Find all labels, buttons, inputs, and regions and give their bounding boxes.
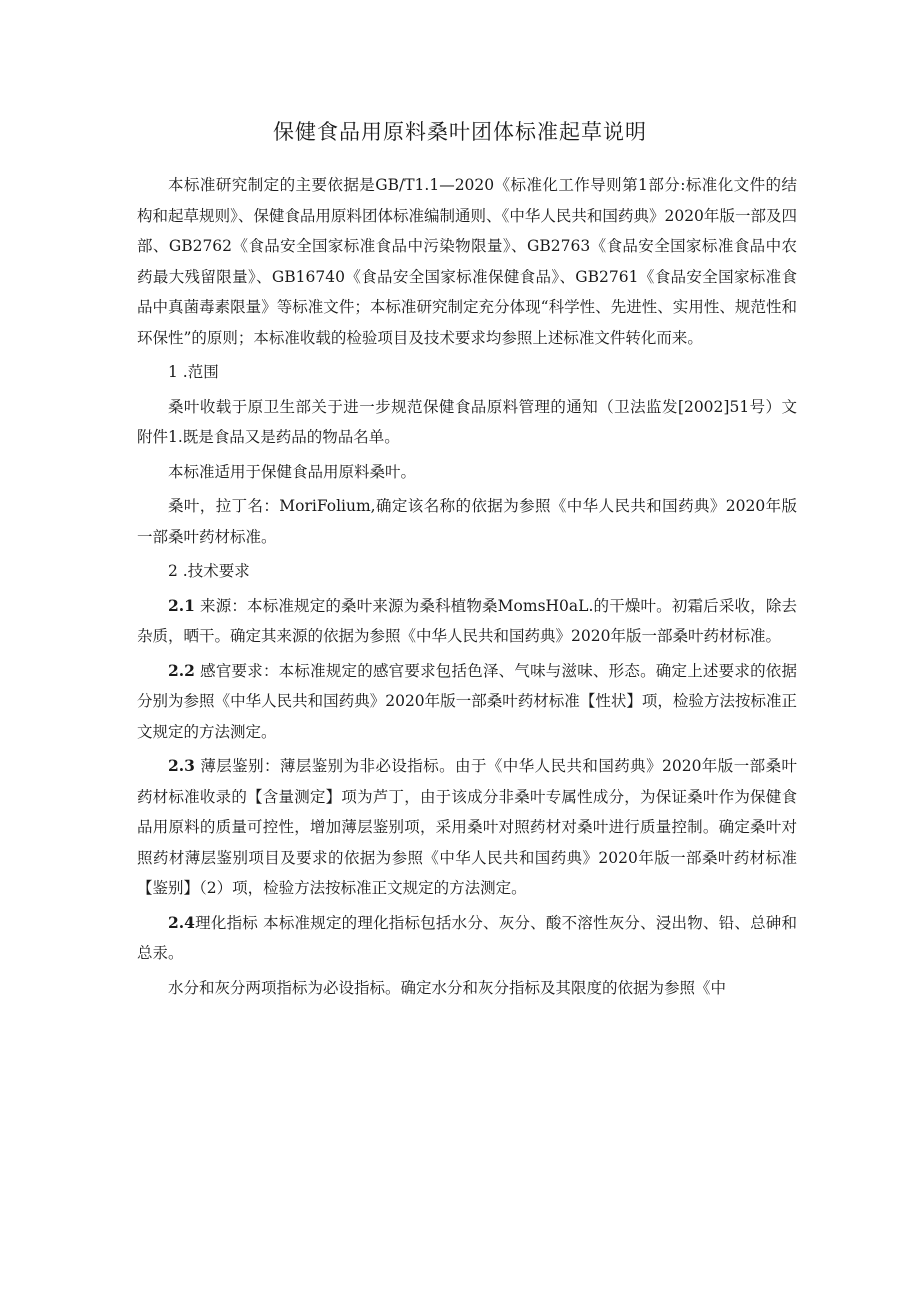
clause-number: 2.3 (168, 756, 195, 775)
clause-number: 2.2 (168, 660, 195, 680)
section-heading-scope: 1 .范围 (168, 363, 219, 381)
paragraph-scope-latin-name: 桑叶，拉丁名：MoriFolium,确定该名称的依据为参照《中华人民共和国药典》2020年版一部桑叶药材标准。 (137, 497, 797, 546)
clause-text: 来源：本标准规定的桑叶来源为桑科植物桑MomsH0aL.的干燥叶。初霜后采收，除去杂质，晒干。确定其来源的依据为参照《中华人民共和国药典》2020年版一部桑叶药材标准。 (137, 596, 797, 645)
paragraph-req-sensory (137, 656, 797, 748)
paragraph-req-source (137, 591, 797, 652)
paragraph-scope-source: 桑叶收载于原卫生部关于进一步规范保健食品原料管理的通知（卫法监发[2002]51号）文附件1.既是食品又是药品的物品名单。 (137, 397, 797, 446)
document-body (137, 170, 797, 1007)
section-heading-technical-requirements: 2 .技术要求 (168, 562, 250, 580)
paragraph-req-moisture-ash: 水分和灰分两项指标为必设指标。确定水分和灰分指标及其限度的依据为参照《中 (168, 978, 727, 997)
paragraph-intro: 本标准研究制定的主要依据是GB/T1.1—2020《标准化工作导则第1部分:标准化文件的结构和起草规则》、保健食品用原料团体标准编制通则、《中华人民共和国药典》2020年版一部及四部、GB2762《食品安全国家标准食品中污染物限量》、GB2763《食品安全国家标准食品中农药最大残留限量》、GB16740《食品安全国家标准保健食品》、GB2761《食品安全国家标准食品中真菌毒素限量》等标准文件；本标准研究制定充分体现“科学性、先进性、实用性、规范性和环保性”的原则；本标准收载的检验项目及技术要求均参照上述标准文件转化而来。 (137, 176, 797, 347)
clause-text: 感官要求：本标准规定的感官要求包括色泽、气味与滋味、形态。确定上述要求的依据分别为参照《中华人民共和国药典》2020年版一部桑叶药材标准【性状】项，检验方法按标准正文规定的方法测定。 (137, 661, 797, 741)
clause-number: 2.1 (168, 595, 195, 615)
clause-text: 理化指标 本标准规定的理化指标包括水分、灰分、酸不溶性灰分、浸出物、铅、总砷和总汞。 (137, 913, 797, 962)
page-title: 保健食品用原料桑叶团体标准起草说明 (273, 120, 647, 144)
paragraph-scope-applicability: 本标准适用于保健食品用原料桑叶。 (168, 462, 417, 481)
paragraph-req-physicochemical (137, 908, 797, 969)
clause-text: 薄层鉴别：薄层鉴别为非必设指标。由于《中华人民共和国药典》2020年版一部桑叶药材标准收录的【含量测定】项为芦丁，由于该成分非桑叶专属性成分，为保证桑叶作为保健食品用原料的质量可控性，增加薄层鉴别项，采用桑叶对照药材对桑叶进行质量控制。确定桑叶对照药材薄层鉴别项目及要求的依据为参照《中华人民共和国药典》2020年版一部桑叶药材标准【鉴别】（2）项，检验方法按标准正文规定的方法测定。 (137, 757, 797, 897)
paragraph-req-tlc (137, 751, 797, 904)
clause-number: 2.4 (168, 912, 195, 932)
